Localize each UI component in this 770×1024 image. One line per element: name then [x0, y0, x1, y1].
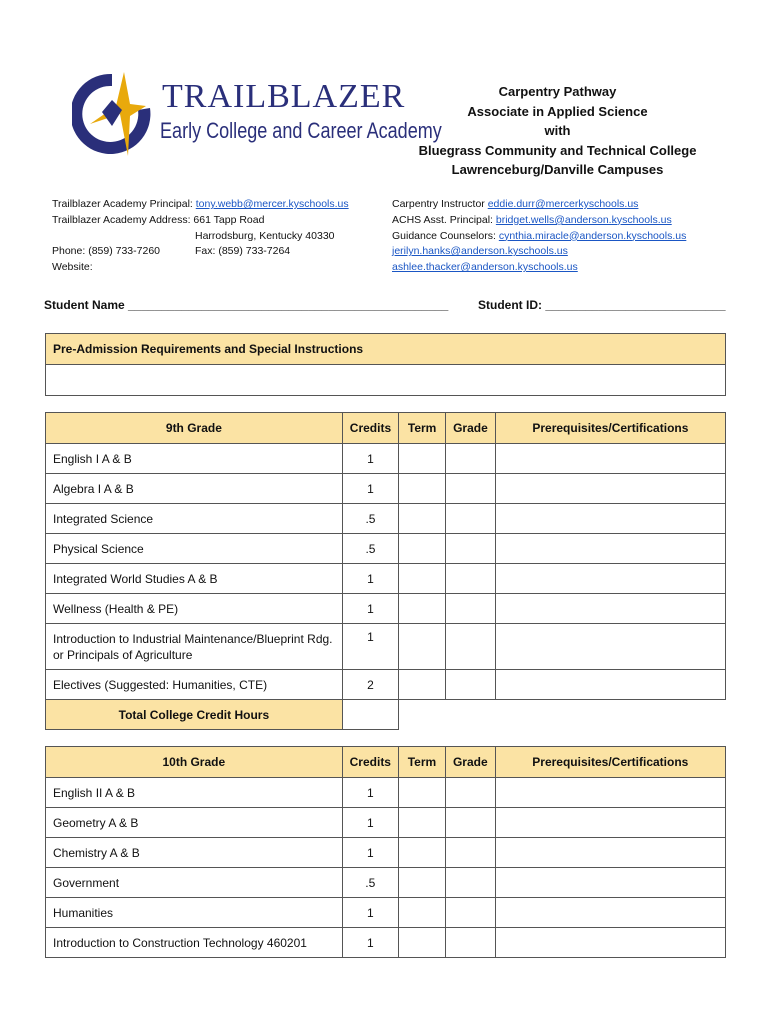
course-name: Humanities: [46, 898, 343, 928]
grade9-table: [45, 412, 726, 730]
total-credit-cell[interactable]: [342, 700, 398, 730]
course-name: Chemistry A & B: [46, 838, 343, 868]
term-cell[interactable]: [398, 808, 445, 838]
prereq-cell[interactable]: [495, 868, 725, 898]
grade10-table: [45, 746, 726, 958]
credits-header: Credits: [342, 413, 398, 444]
course-name: English II A & B: [46, 778, 343, 808]
table-row: [46, 624, 726, 670]
prereq-header: Prerequisites/Certifications: [495, 747, 725, 778]
term-cell[interactable]: [398, 868, 445, 898]
term-cell[interactable]: [399, 504, 446, 534]
logo-title: TRAILBLAZER: [162, 78, 406, 115]
grade-cell[interactable]: [445, 898, 495, 928]
asst-principal-label: ACHS Asst. Principal:: [392, 213, 493, 226]
header-line: with: [544, 123, 571, 139]
pre-admission-table: [45, 333, 726, 396]
header-line: Associate in Applied Science: [467, 103, 648, 119]
table-row: [46, 534, 726, 564]
grade-cell[interactable]: [446, 670, 496, 700]
table-row: [46, 808, 726, 838]
term-cell[interactable]: [398, 838, 445, 868]
address-line: Trailblazer Academy Address: 661 Tapp Road: [52, 213, 265, 226]
total-credit-label: Total College Credit Hours: [46, 700, 343, 730]
logo-subtitle: Early College and Career Academy: [160, 118, 442, 143]
grade-cell[interactable]: [446, 564, 496, 594]
fax-number: Fax: (859) 733-7264: [195, 245, 291, 258]
table-row: [46, 778, 726, 808]
table-row: [46, 898, 726, 928]
grade10-title: 10th Grade: [46, 747, 343, 778]
course-credits: 2: [342, 670, 398, 700]
course-credits: 1: [342, 808, 398, 838]
grade-header: Grade: [446, 413, 496, 444]
asst-principal-email-link[interactable]: bridget.wells@anderson.kyschools.us: [495, 213, 672, 226]
table-row: [46, 564, 726, 594]
prereq-cell[interactable]: [495, 928, 725, 958]
staff-contact: [392, 197, 686, 276]
website-label: Website:: [52, 261, 93, 274]
header-line: Lawrenceburg/Danville Campuses: [451, 162, 664, 178]
school-contact: [52, 197, 349, 276]
grade-cell[interactable]: [446, 534, 496, 564]
grade-cell[interactable]: [445, 868, 495, 898]
guidance-label: Guidance Counselors:: [392, 229, 496, 242]
pathway-header: [400, 82, 715, 180]
grade-cell[interactable]: [445, 928, 495, 958]
header-line: Bluegrass Community and Technical College: [418, 142, 697, 158]
course-name: Wellness (Health & PE): [46, 594, 343, 624]
table-row: [46, 868, 726, 898]
course-name: Introduction to Construction Technology 460201: [46, 928, 343, 958]
course-credits: 1: [342, 928, 398, 958]
principal-email-link[interactable]: tony.webb@mercer.kyschools.us: [195, 198, 349, 210]
table-row: [46, 928, 726, 958]
prereq-cell[interactable]: [495, 564, 725, 594]
instructor-label: Carpentry Instructor: [392, 198, 485, 210]
course-name: Electives (Suggested: Humanities, CTE): [46, 670, 343, 700]
course-name: English I A & B: [46, 444, 343, 474]
term-cell[interactable]: [399, 624, 446, 670]
course-name: Integrated Science: [46, 504, 343, 534]
course-credits: .5: [342, 534, 398, 564]
compass-star-icon: [72, 70, 152, 160]
grade-cell[interactable]: [445, 838, 495, 868]
total-row: [46, 700, 726, 730]
prereq-cell[interactable]: [495, 594, 725, 624]
term-cell[interactable]: [398, 928, 445, 958]
address-city: Harrodsburg, Kentucky 40330: [195, 229, 335, 242]
prereq-cell[interactable]: [495, 474, 725, 504]
course-credits: 1: [342, 564, 398, 594]
grade-cell[interactable]: [446, 444, 496, 474]
credits-header: Credits: [342, 747, 398, 778]
prereq-header: Prerequisites/Certifications: [495, 413, 725, 444]
prereq-cell[interactable]: [495, 838, 725, 868]
course-credits: 1: [342, 778, 398, 808]
term-cell[interactable]: [399, 444, 446, 474]
course-name: Algebra I A & B: [46, 474, 343, 504]
prereq-cell[interactable]: [495, 504, 725, 534]
student-name-field[interactable]: Student Name ________________________________________________: [44, 298, 449, 312]
grade-cell[interactable]: [446, 624, 496, 670]
course-name: Government: [46, 868, 343, 898]
grade-cell[interactable]: [446, 474, 496, 504]
course-credits: 1: [342, 898, 398, 928]
term-cell[interactable]: [399, 594, 446, 624]
course-credits: 1: [342, 624, 398, 670]
prereq-cell[interactable]: [495, 778, 725, 808]
table-row: [46, 670, 726, 700]
course-credits: .5: [342, 868, 398, 898]
prereq-cell[interactable]: [495, 444, 725, 474]
table-row: [46, 444, 726, 474]
header-line: Carpentry Pathway: [498, 84, 617, 99]
prereq-cell[interactable]: [495, 670, 725, 700]
term-header: Term: [398, 747, 445, 778]
table-row: [46, 474, 726, 504]
course-credits: 1: [342, 474, 398, 504]
term-header: Term: [399, 413, 446, 444]
term-cell[interactable]: [399, 670, 446, 700]
pre-admission-title: Pre-Admission Requirements and Special Instructions: [46, 334, 726, 365]
course-credits: 1: [342, 838, 398, 868]
guidance-email-link[interactable]: cynthia.miracle@anderson.kyschools.us: [498, 229, 687, 242]
academy-logo: [72, 70, 442, 162]
guidance-email-link[interactable]: ashlee.thacker@anderson.kyschools.us: [392, 261, 578, 274]
prereq-cell[interactable]: [495, 898, 725, 928]
principal-label: Trailblazer Academy Principal:: [52, 198, 193, 210]
prereq-cell[interactable]: [495, 534, 725, 564]
grade-header: Grade: [445, 747, 495, 778]
term-cell[interactable]: [398, 778, 445, 808]
term-cell[interactable]: [399, 534, 446, 564]
student-id-field[interactable]: Student ID: ___________________________: [478, 298, 726, 312]
prereq-cell[interactable]: [495, 624, 725, 670]
course-credits: .5: [342, 504, 398, 534]
term-cell[interactable]: [399, 564, 446, 594]
course-name: Physical Science: [46, 534, 343, 564]
phone-number: Phone: (859) 733-7260: [52, 245, 160, 258]
course-name: Geometry A & B: [46, 808, 343, 838]
instructor-email-link[interactable]: eddie.durr@mercerkyschools.us: [487, 198, 639, 210]
grade-cell[interactable]: [445, 778, 495, 808]
table-row: [46, 838, 726, 868]
guidance-email-link[interactable]: jerilyn.hanks@anderson.kyschools.us: [392, 245, 568, 258]
term-cell[interactable]: [398, 898, 445, 928]
course-credits: 1: [342, 444, 398, 474]
grade-cell[interactable]: [445, 808, 495, 838]
table-row: [46, 504, 726, 534]
grade-cell[interactable]: [446, 594, 496, 624]
grade9-title: 9th Grade: [46, 413, 343, 444]
course-name: Integrated World Studies A & B: [46, 564, 343, 594]
grade-cell[interactable]: [446, 504, 496, 534]
pre-admission-notes-cell[interactable]: [46, 365, 726, 396]
table-row: [46, 594, 726, 624]
term-cell[interactable]: [399, 474, 446, 504]
prereq-cell[interactable]: [495, 808, 725, 838]
course-credits: 1: [342, 594, 398, 624]
course-name: Introduction to Industrial Maintenance/Blueprint Rdg. or Principals of Agriculture: [46, 624, 343, 670]
